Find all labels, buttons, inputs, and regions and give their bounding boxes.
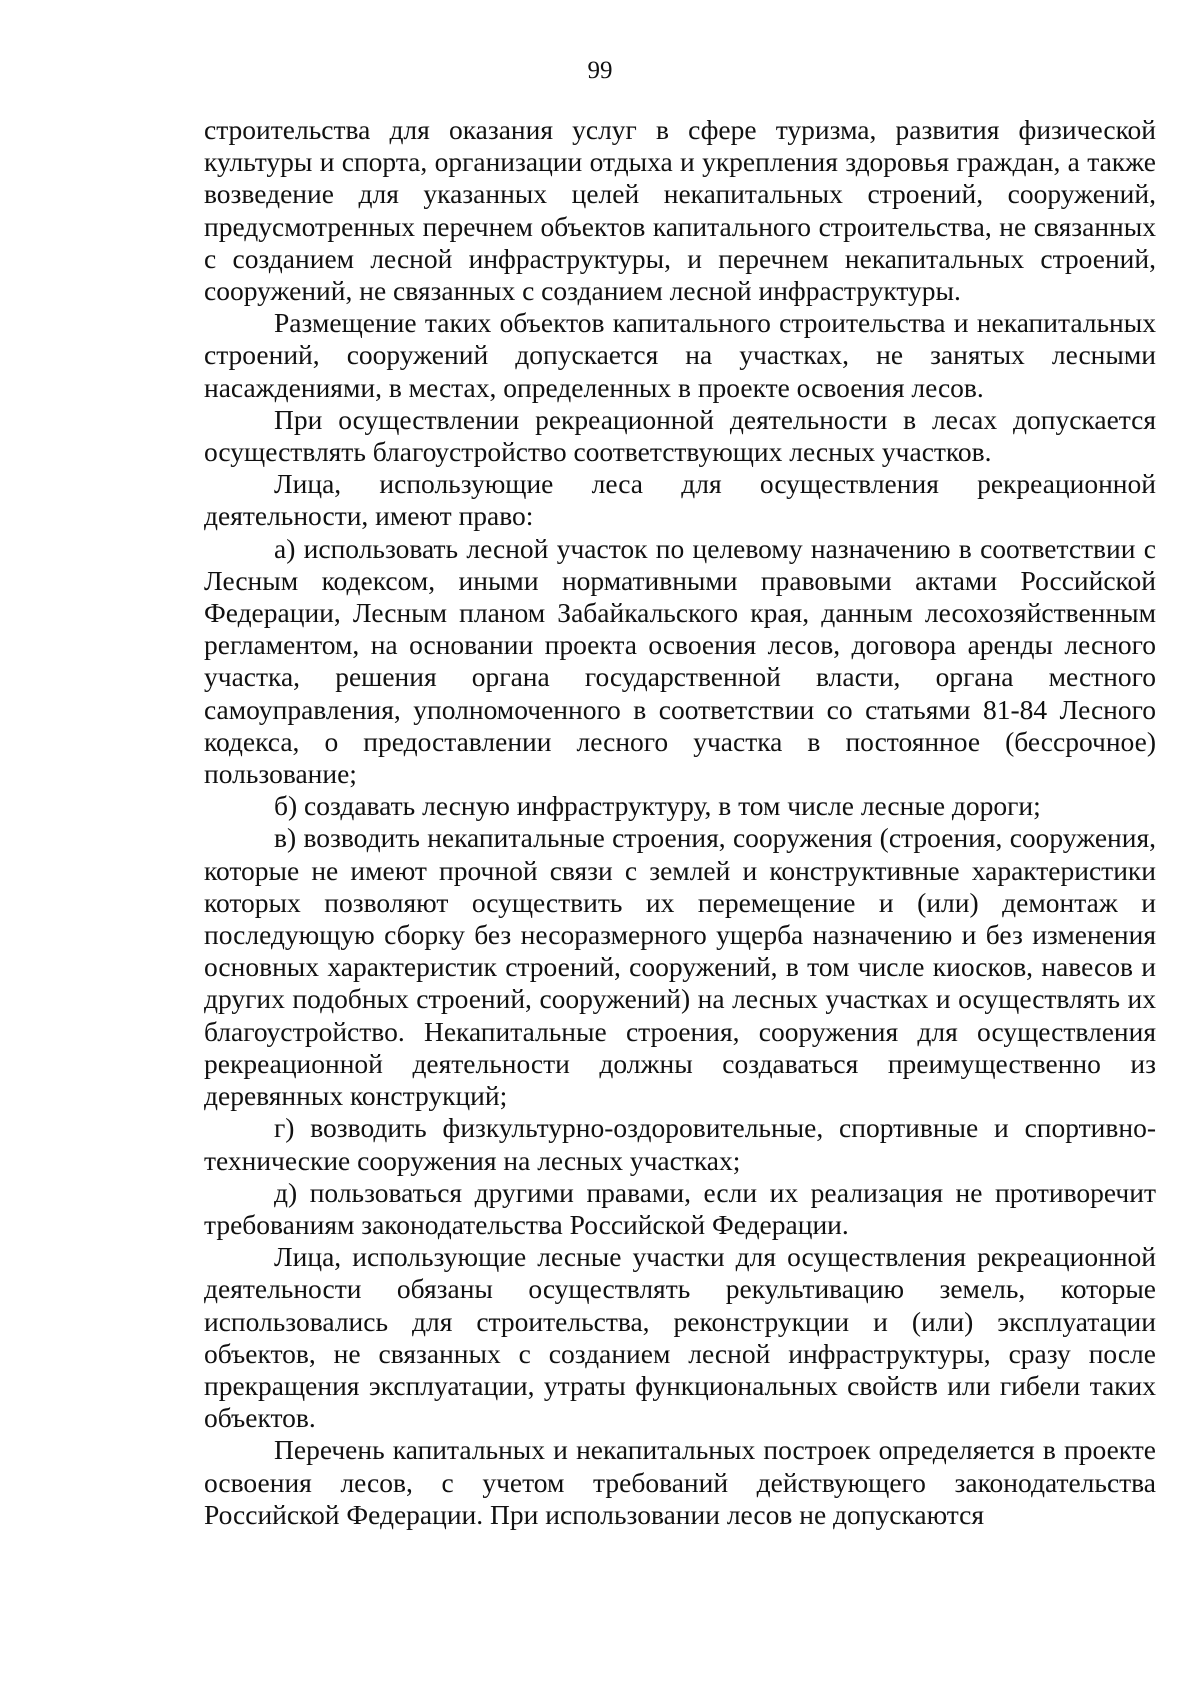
paragraph-continuation: строительства для оказания услуг в сфере туризма, развития физической культуры и спорта, организации отдыха и укрепления здоровья граждан, а также возведение для указанных целей некапитальных строений, сооружений, предусмотренных перечнем объектов капитального строительства, не связанных с созданием лесной инфраструктуры, и перечнем некапитальных строений, сооружений, не связанных с созданием лесной инфраструктуры. (204, 114, 1156, 307)
page-number: 99 (587, 57, 613, 84)
paragraph-obligations: Лица, использующие лесные участки для осуществления рекреационной деятельности обязаны осуществлять рекультивацию земель, которые использовались для строительства, реконструкции и (или) эксплуатации объектов, не связанных с созданием лесной инфраструктуры, сразу после прекращения эксплуатации, утраты функциональных свойств или гибели таких объектов. (204, 1241, 1156, 1434)
list-item-a: а) использовать лесной участок по целевому назначению в соответствии с Лесным кодексом, иными нормативными правовыми актами Российской Федерации, Лесным планом Забайкальского края, данным лесохозяйственным регламентом, на основании проекта освоения лесов, договора аренды лесного участка, решения органа государственной власти, органа местного самоуправления, уполномоченного в соответствии со статьями 81-84 Лесного кодекса, о предоставлении лесного участка в постоянное (бессрочное) пользование; (204, 532, 1156, 790)
paragraph-placement: Размещение таких объектов капитального строительства и некапитальных строений, сооружений допускается на участках, не занятых лесными насаждениями, в местах, определенных в проекте освоения лесов. (204, 307, 1156, 403)
list-item-v: в) возводить некапитальные строения, сооружения (строения, сооружения, которые не имеют прочной связи с землей и конструктивные характеристики которых позволяют осуществить их перемещение и (или) демонтаж и последующую сборку без несоразмерного ущерба назначению и без изменения основных характеристик строений, сооружений, в том числе киосков, навесов и других подобных строений, сооружений) на лесных участках и осуществлять их благоустройство. Некапитальные строения, сооружения для осуществления рекреационной деятельности должны создаваться преимущественно из деревянных конструкций; (204, 822, 1156, 1112)
list-item-d: д) пользоваться другими правами, если их реализация не противоречит требованиям законодательства Российской Федерации. (204, 1176, 1156, 1240)
list-item-b: б) создавать лесную инфраструктуру, в том числе лесные дороги; (274, 790, 1041, 822)
paragraph-buildings-list: Перечень капитальных и некапитальных построек определяется в проекте освоения лесов, с учетом требований действующего законодательства Российской Федерации. При использовании лесов не допускаются (204, 1434, 1156, 1530)
paragraph-improvement: При осуществлении рекреационной деятельности в лесах допускается осуществлять благоустройство соответствующих лесных участков. (204, 403, 1156, 468)
document-body (204, 114, 1156, 1531)
list-item-g: г) возводить физкультурно-оздоровительные, спортивные и спортивно-технические сооружения на лесных участках; (204, 1112, 1156, 1176)
paragraph-rights-intro: Лица, использующие леса для осуществления рекреационной деятельности, имеют право: (204, 468, 1156, 532)
